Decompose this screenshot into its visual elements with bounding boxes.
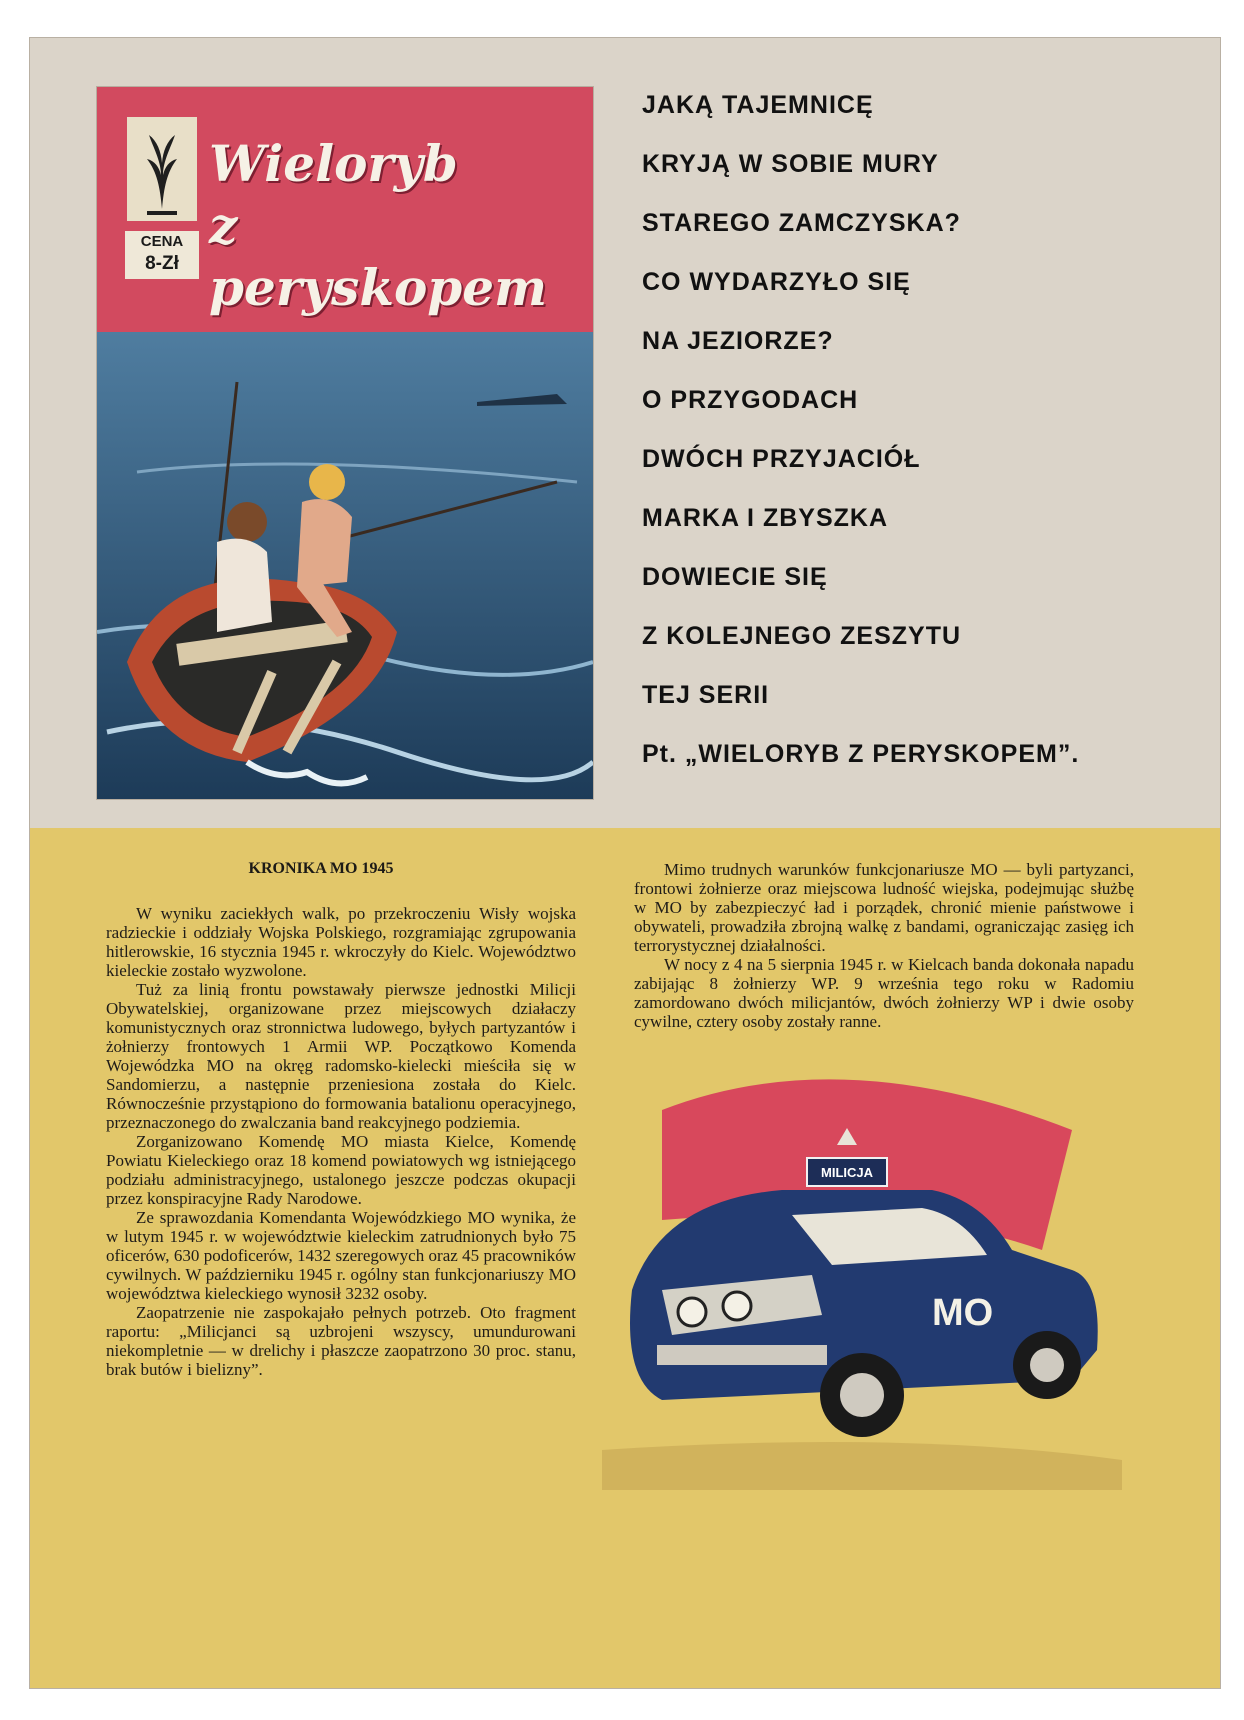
teaser-line: TEJ SERII bbox=[642, 681, 770, 709]
car-door-text: MO bbox=[932, 1292, 994, 1334]
teaser-line: MARKA I ZBYSZKA bbox=[642, 504, 889, 532]
boys-fishing-in-boat-illustration bbox=[97, 332, 593, 799]
teaser-section bbox=[30, 38, 1220, 828]
cover-title bbox=[209, 133, 579, 319]
teaser-line: KRYJĄ W SOBIE MURY bbox=[642, 150, 939, 178]
teaser-line: STAREGO ZAMCZYSKA? bbox=[642, 209, 961, 237]
next-issue-teaser bbox=[642, 76, 1202, 784]
article-paragraph: W wyniku zaciekłych walk, po przekroczeniu Wisły wojska radzieckie i oddziały Wojska Polskiego, rozgramiając zgrupowania hitlerowskie, 16 stycznia 1945 r. wkroczyły do Kielc. Województwo kieleckie zostało wyzwolone. bbox=[106, 904, 576, 980]
article-paragraph: Ze sprawozdania Komendanta Wojewódzkiego MO wynika, że w lutym 1945 r. w województwie kieleckim zatrudnionych było 75 oficerów, 630 podoficerów, 1432 szeregowych oraz 45 pracowników cywilnych. W październiku 1945 r. ogólny stan funkcjonariuszy MO województwa kieleckiego wynosił 3232 osoby. bbox=[106, 1208, 576, 1303]
next-issue-cover bbox=[96, 86, 594, 800]
price-label: CENA bbox=[140, 233, 184, 250]
article-column-right bbox=[634, 860, 1134, 1031]
article-title: KRONIKA MO 1945 bbox=[248, 860, 394, 877]
teaser-line: Z KOLEJNEGO ZESZYTU bbox=[642, 622, 962, 650]
article-paragraph: Tuż za linią frontu powstawały pierwsze jednostki Milicji Obywatelskiej, organizowane przez miejscowych działaczy komunistycznych oraz stronnictwa ludowego, byłych partyzantów i żołnierzy frontowych 1 Armii WP. Początkowo Komenda Wojewódzka MO na okręg radomsko-kielecki mieściła się w Sandomierzu, a następnie przeniesiona została do Kielc. Równocześnie przystąpiono do formowania batalionu operacyjnego, przeznaczonego do zwalczania band reakcyjnego podziemia. bbox=[106, 980, 576, 1132]
teaser-line: JAKĄ TAJEMNICĘ bbox=[642, 91, 874, 119]
police-car-illustration bbox=[602, 1050, 1122, 1490]
teaser-line: CO WYDARZYŁO SIĘ bbox=[642, 268, 911, 296]
cover-price bbox=[125, 231, 199, 279]
article-paragraph: Zaopatrzenie nie zaspokajało pełnych potrzeb. Oto fragment raportu: „Milicjanci są uzbrojeni wszyscy, umundurowani niekompletnie — w drelichy i płaszcze zaopatrzono 30 proc. stanu, brak butów i bielizny”. bbox=[106, 1303, 576, 1379]
teaser-line: NA JEZIORZE? bbox=[642, 327, 834, 355]
price-value: 8-Zł bbox=[145, 253, 179, 274]
teaser-line: DOWIECIE SIĘ bbox=[642, 563, 828, 591]
article-paragraph: Zorganizowano Komendę MO miasta Kielce, Komendę Powiatu Kieleckiego oraz 18 komend powiatowych wg istniejącego podziału administracyjnego, ustalonego jeszcze podczas okupacji przez konspiracyjne Rady Narodowe. bbox=[106, 1132, 576, 1208]
teaser-line: Pt. „WIELORYB Z PERYSKOPEM”. bbox=[642, 740, 1080, 768]
teaser-line: O PRZYGODACH bbox=[642, 386, 859, 414]
series-logo-icon bbox=[127, 117, 197, 221]
article-column-left bbox=[106, 904, 576, 1379]
article-paragraph: Mimo trudnych warunków funkcjonariusze MO — byli partyzanci, frontowi żołnierze oraz miejscowa ludność wiejska, podejmując służbę w MO by zabezpieczyć ład i porządek, chronić mienie państwowe i obywateli, prowadziła zbrojną walkę z bandami, ograniczając zasięg ich terrorystycznej działalności. bbox=[634, 860, 1134, 955]
cover-title-line-1: Wieloryb bbox=[209, 134, 458, 193]
cover-title-line-2: z peryskopem bbox=[209, 196, 547, 317]
article-paragraph: W nocy z 4 na 5 sierpnia 1945 r. w Kielcach banda dokonała napadu zabijając 8 żołnierzy WP. 9 września tego roku w Radomiu zamordowano dwóch milicjantów, dwóch żołnierzy WP i dwie osoby cywilne, cztery osoby zostały ranne. bbox=[634, 955, 1134, 1031]
teaser-line: DWÓCH PRZYJACIÓŁ bbox=[642, 445, 921, 473]
car-roof-sign: MILICJA bbox=[821, 1165, 873, 1180]
cover-title-band bbox=[97, 87, 593, 332]
